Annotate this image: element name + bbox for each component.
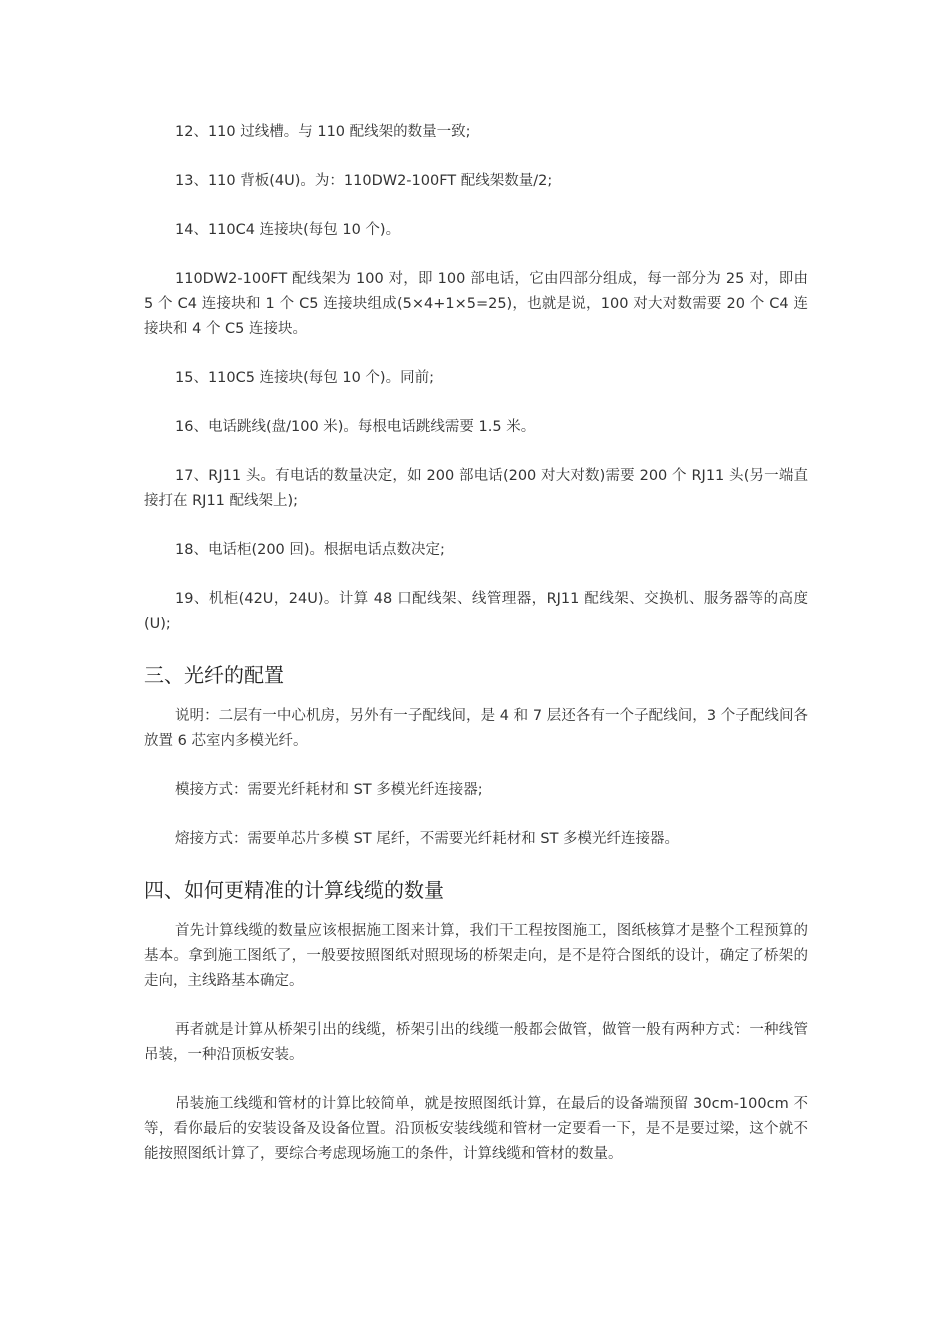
document-page: [144, 120, 808, 1191]
item-12: 12、110 过线槽。与 110 配线架的数量一致;: [175, 124, 471, 140]
item-17: 17、RJ11 头。有电话的数量决定，如 200 部电话(200 对大对数)需要 200 个 RJ11 头(另一端直接打在 RJ11 配线架上);: [144, 468, 808, 509]
section-3-paragraph: 说明：二层有一中心机房，另外有一子配线间，是 4 和 7 层还各有一个子配线间，3 个子配线间各放置 6 芯室内多模光纤。: [144, 708, 808, 749]
item-16: 16、电话跳线(盘/100 米)。每根电话跳线需要 1.5 米。: [175, 419, 536, 435]
item-14: 14、110C4 连接块(每包 10 个)。: [175, 222, 401, 238]
section-3-paragraph: 熔接方式：需要单芯片多模 ST 尾纤，不需要光纤耗材和 ST 多模光纤连接器。: [175, 831, 680, 847]
section-3-heading: 三、光纤的配置: [144, 663, 284, 687]
item-13: 13、110 背板(4U)。为：110DW2-100FT 配线架数量/2;: [175, 173, 553, 189]
section-4-paragraph: 首先计算线缆的数量应该根据施工图来计算，我们干工程按图施工，图纸核算才是整个工程预算的基本。拿到施工图纸了，一般要按照图纸对照现场的桥架走向，是不是符合图纸的设计，确定了桥架的走向，主线路基本确定。: [144, 923, 808, 989]
section-4-paragraph: 吊装施工线缆和管材的计算比较简单，就是按照图纸计算，在最后的设备端预留 30cm-100cm 不等，看你最后的安装设备及设备位置。沿顶板安装线缆和管材一定要看一下，是不是要过梁，这个就不能按照图纸计算了，要综合考虑现场施工的条件，计算线缆和管材的数量。: [144, 1096, 808, 1162]
section-4-paragraph: 再者就是计算从桥架引出的线缆，桥架引出的线缆一般都会做管，做管一般有两种方式：一种线管吊装，一种沿顶板安装。: [144, 1022, 808, 1063]
item-15: 15、110C5 连接块(每包 10 个)。同前;: [175, 370, 434, 386]
section-3-paragraph: 模接方式：需要光纤耗材和 ST 多模光纤连接器;: [175, 782, 483, 798]
item-14-explanation: 110DW2-100FT 配线架为 100 对，即 100 部电话，它由四部分组成，每一部分为 25 对，即由 5 个 C4 连接块和 1 个 C5 连接块组成(5×4+1×5=25)，也就是说，100 对大对数需要 20 个 C4 连接块和 4 个 C5 连接块。: [144, 271, 808, 337]
section-4-heading: 四、如何更精准的计算线缆的数量: [144, 878, 444, 902]
item-18: 18、电话柜(200 回)。根据电话点数决定;: [175, 542, 445, 558]
item-19: 19、机柜(42U，24U)。计算 48 口配线架、线管理器，RJ11 配线架、交换机、服务器等的高度(U);: [144, 591, 808, 632]
